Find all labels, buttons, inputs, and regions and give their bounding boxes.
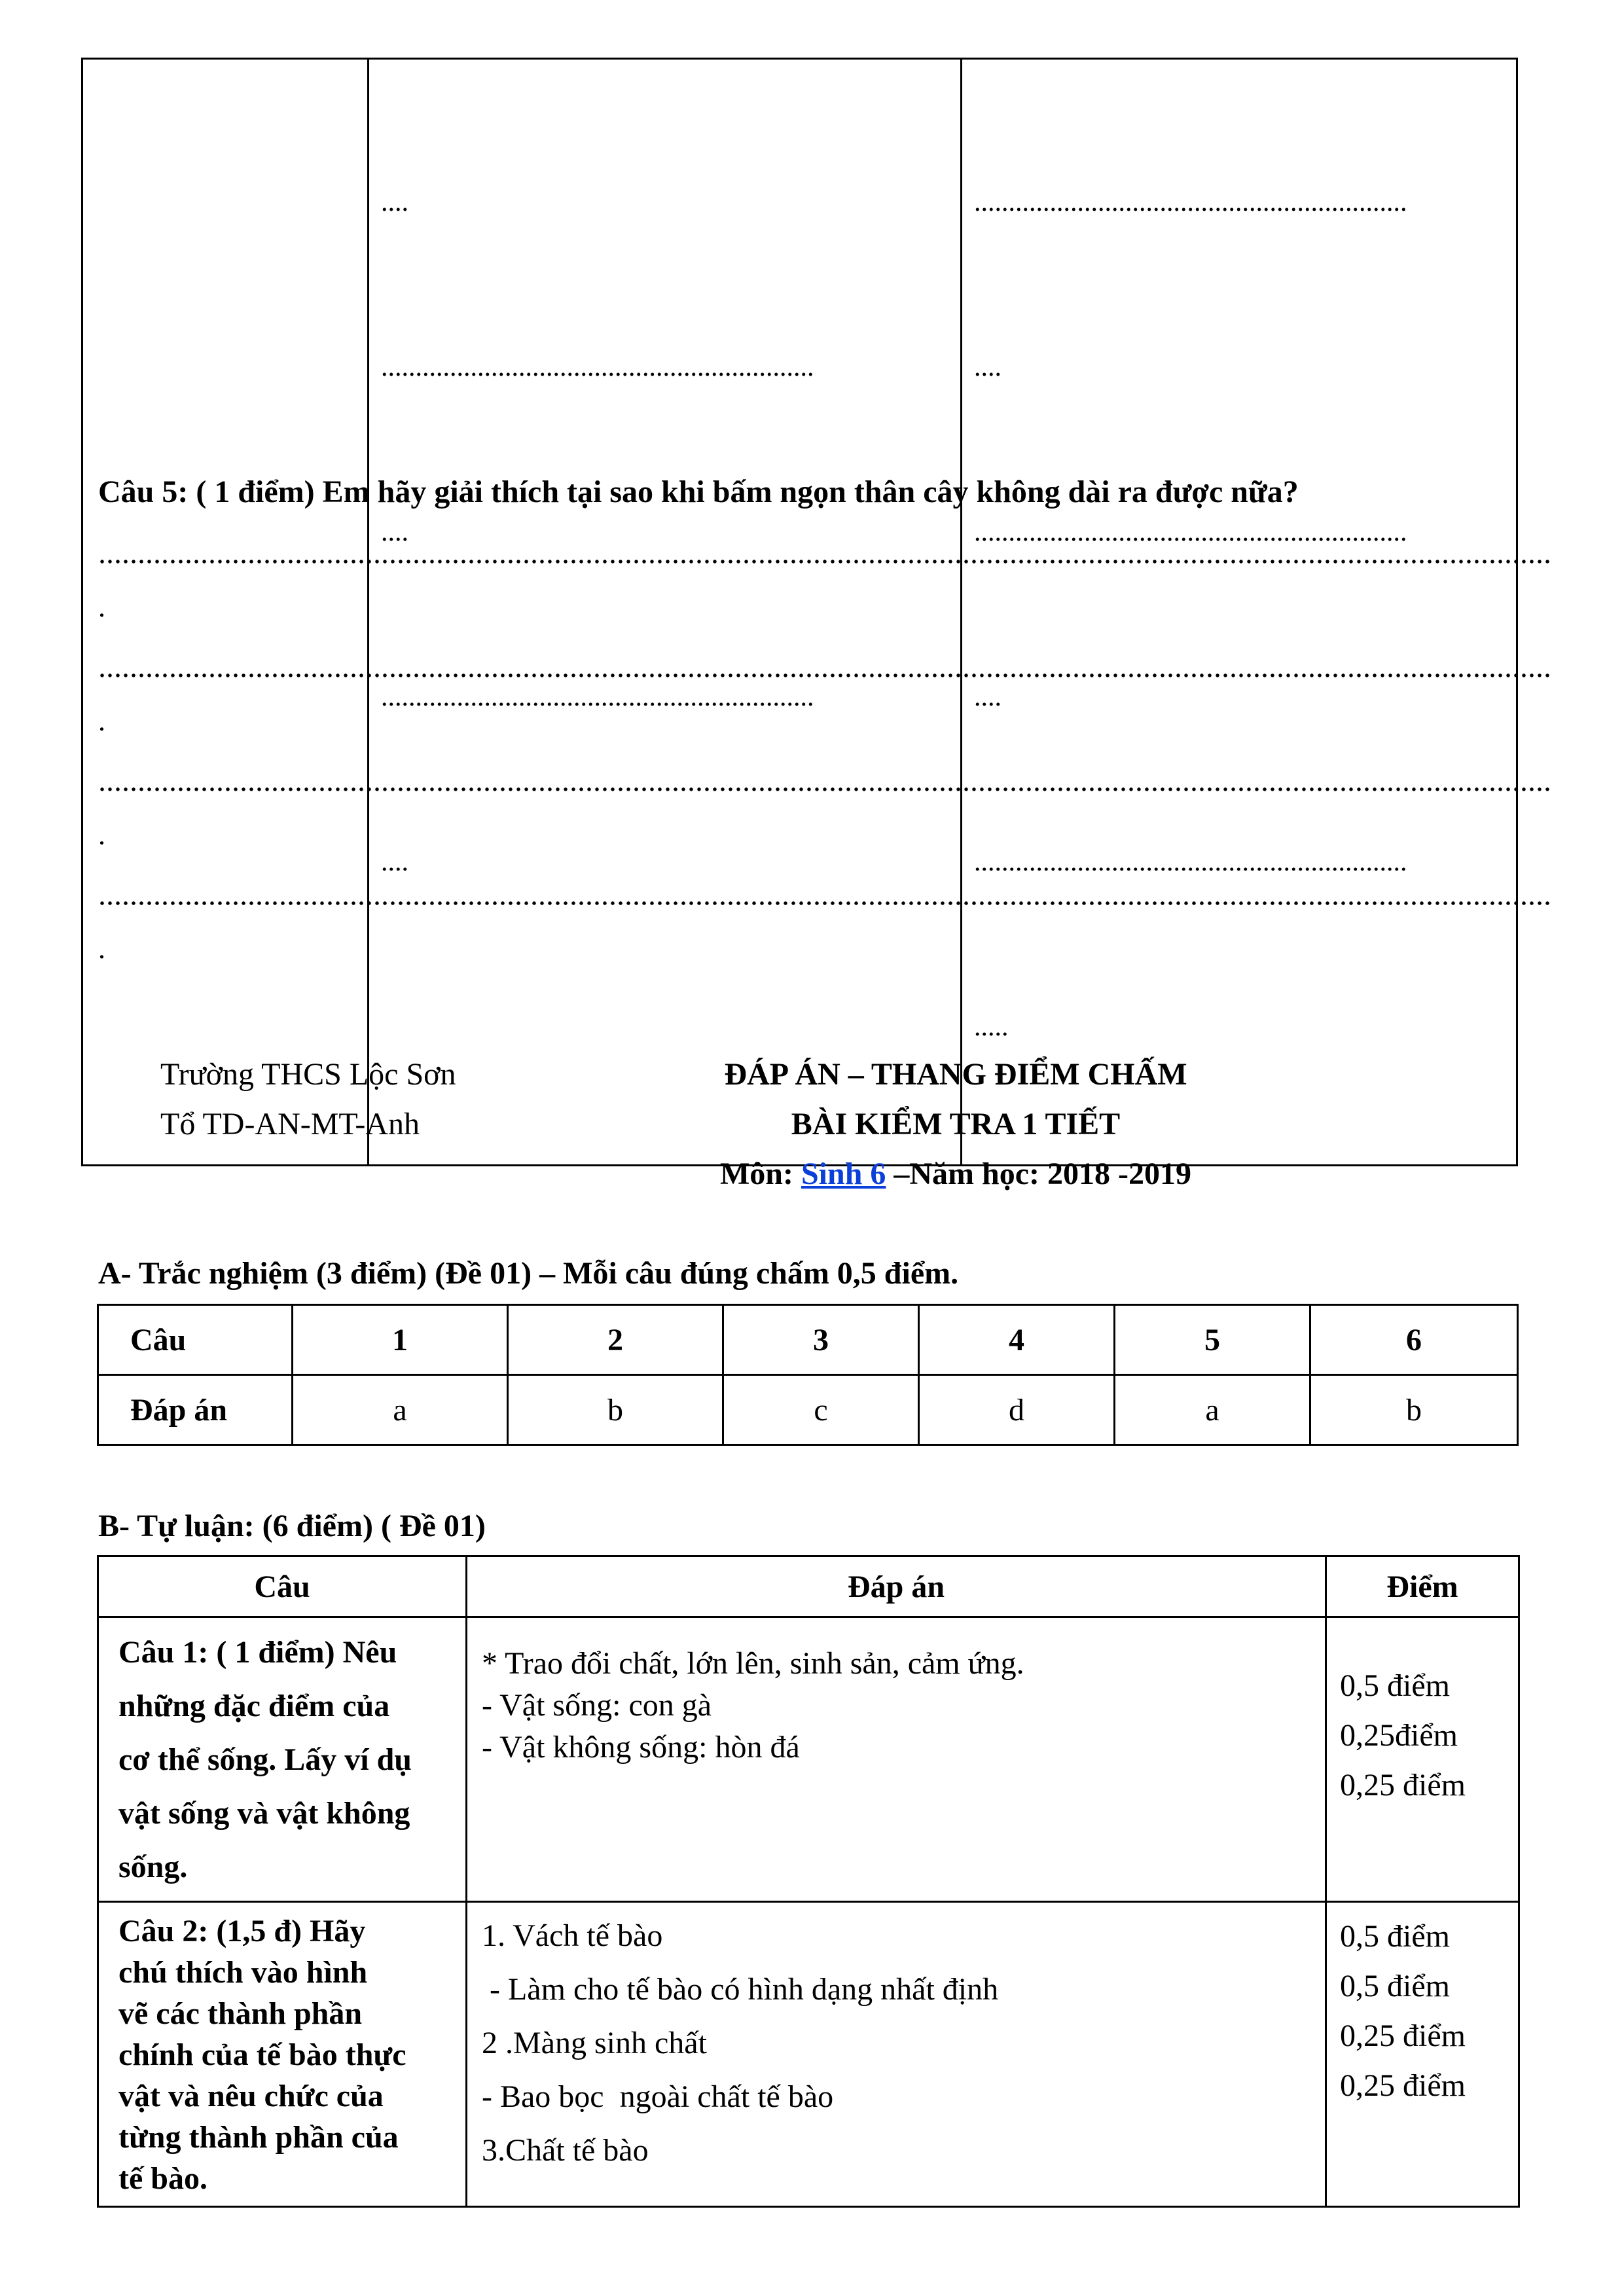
question-text-line: tế bào. xyxy=(118,2161,208,2196)
question-text-line: vật sống và vật không xyxy=(118,1796,410,1831)
answer-text-line: - Làm cho tế bào có hình dạng nhất định xyxy=(482,1972,999,2007)
dotted-line: ............................................................... xyxy=(974,847,1407,877)
question-text-line: những đặc điểm của xyxy=(118,1689,390,1723)
section-a-title: A- Trắc nghiệm (3 điểm) (Đề 01) – Mỗi câu đúng chấm 0,5 điểm. xyxy=(98,1256,959,1291)
points-value: 0,5 điểm xyxy=(1340,1668,1450,1703)
question-text-line: từng thành phần của xyxy=(118,2120,399,2155)
dotted-line: ............................................................... xyxy=(974,187,1407,217)
table-row xyxy=(98,1617,1519,1902)
question-cell xyxy=(98,1902,467,2207)
school-year: –Năm học: 2018 -2019 xyxy=(886,1157,1192,1191)
dotted-line: ............................................................... xyxy=(381,352,814,382)
question-text-line: cơ thể sống. Lấy ví dụ xyxy=(118,1742,412,1777)
answer-text-line: - Vật không sống: hòn đá xyxy=(482,1730,800,1765)
answer-cell xyxy=(467,1617,1326,1902)
answer-dotted-line xyxy=(98,899,1553,907)
points-value: 0,5 điểm xyxy=(1340,1919,1450,1954)
answer-row xyxy=(98,1375,1518,1445)
question-5: Câu 5: ( 1 điểm) Em hãy giải thích tại sao khi bấm ngọn thân cây không dài ra được nữa? xyxy=(98,475,1299,509)
question-cell xyxy=(98,1617,467,1902)
question-number-row xyxy=(98,1305,1518,1375)
answer-letter: d xyxy=(919,1375,1115,1445)
continuation-table xyxy=(81,58,1518,1166)
dotted-line: ............................................................... xyxy=(974,517,1407,547)
points-value: 0,25 điểm xyxy=(1340,2018,1466,2053)
line-end-dot: . xyxy=(98,819,105,851)
document-subtitle: BÀI KIỂM TRA 1 TIẾT xyxy=(791,1107,1121,1141)
table-row xyxy=(98,1902,1519,2207)
row-label: Đáp án xyxy=(98,1375,293,1445)
answer-cell xyxy=(467,1902,1326,2207)
answer-text-line: - Vật sống: con gà xyxy=(482,1688,712,1723)
subject-line xyxy=(596,1156,1316,1192)
answer-dotted-line xyxy=(98,672,1553,679)
question-number: 3 xyxy=(723,1305,919,1375)
question-text-line: vẽ các thành phần xyxy=(118,1996,363,2031)
answer-dotted-line xyxy=(98,558,1553,565)
line-end-dot: . xyxy=(98,933,105,965)
empty-cell xyxy=(82,59,369,1166)
question-number: 1 xyxy=(293,1305,508,1375)
answer-text-line: 1. Vách tế bào xyxy=(482,1918,663,1953)
question-number: 2 xyxy=(508,1305,723,1375)
dotted-line: .... xyxy=(381,517,408,547)
question-text-line: Câu 1: ( 1 điểm) Nêu xyxy=(118,1635,397,1670)
answer-text-line: 3.Chất tế bào xyxy=(482,2133,649,2168)
answer-letter: a xyxy=(293,1375,508,1445)
subject-link[interactable]: Sinh 6 xyxy=(801,1157,886,1191)
question-text-line: chính của tế bào thực xyxy=(118,2037,406,2072)
line-end-dot: . xyxy=(98,705,105,737)
points-value: 0,25điểm xyxy=(1340,1718,1458,1753)
answer-dotted-line xyxy=(98,785,1553,793)
question-number: 4 xyxy=(919,1305,1115,1375)
points-value: 0,25 điểm xyxy=(1340,2068,1466,2103)
answer-text-line: * Trao đổi chất, lớn lên, sinh sản, cảm ứng. xyxy=(482,1646,1024,1681)
dotted-line: .... xyxy=(974,352,1001,382)
table-header-row xyxy=(98,1556,1519,1617)
essay-answer-table xyxy=(97,1555,1520,2208)
answer-text-line: 2 .Màng sinh chất xyxy=(482,2026,707,2060)
dotted-line: ............................................................... xyxy=(381,682,814,712)
points-cell xyxy=(1326,1617,1519,1902)
answer-letter: c xyxy=(723,1375,919,1445)
question-text-line: vật và nêu chức của xyxy=(118,2079,384,2113)
department-name: Tổ TD-AN-MT-Anh xyxy=(160,1107,420,1141)
answer-text-line: - Bao bọc ngoài chất tế bào xyxy=(482,2079,834,2114)
points-value: 0,25 điểm xyxy=(1340,1768,1466,1803)
document-title: ĐÁP ÁN – THANG ĐIỂM CHẤM xyxy=(724,1057,1187,1092)
points-value: 0,5 điểm xyxy=(1340,1969,1450,2003)
answer-letter: a xyxy=(1115,1375,1310,1445)
dotted-line: .... xyxy=(381,847,408,877)
answer-lines-cell-left xyxy=(369,59,962,1166)
points-cell xyxy=(1326,1902,1519,2207)
answer-lines-cell-right xyxy=(962,59,1517,1166)
question-number: 6 xyxy=(1310,1305,1518,1375)
question-text-line: Câu 2: (1,5 đ) Hãy xyxy=(118,1914,366,1948)
answer-key-table xyxy=(97,1304,1519,1446)
row-label: Câu xyxy=(98,1305,293,1375)
question-text-line: sống. xyxy=(118,1850,188,1884)
answer-letter: b xyxy=(508,1375,723,1445)
header-question: Câu xyxy=(98,1556,467,1617)
dotted-line: .... xyxy=(974,682,1001,712)
dotted-line: ..... xyxy=(974,1012,1009,1042)
section-b-title: B- Tự luận: (6 điểm) ( Đề 01) xyxy=(98,1509,486,1543)
line-end-dot: . xyxy=(98,591,105,623)
header-answer: Đáp án xyxy=(467,1556,1326,1617)
subject-prefix: Môn: xyxy=(719,1157,801,1191)
school-name: Trường THCS Lộc Sơn xyxy=(160,1057,456,1092)
question-number: 5 xyxy=(1115,1305,1310,1375)
header-points: Điểm xyxy=(1326,1556,1519,1617)
question-text-line: chú thích vào hình xyxy=(118,1955,368,1990)
dotted-line: .... xyxy=(381,187,408,217)
answer-letter: b xyxy=(1310,1375,1518,1445)
